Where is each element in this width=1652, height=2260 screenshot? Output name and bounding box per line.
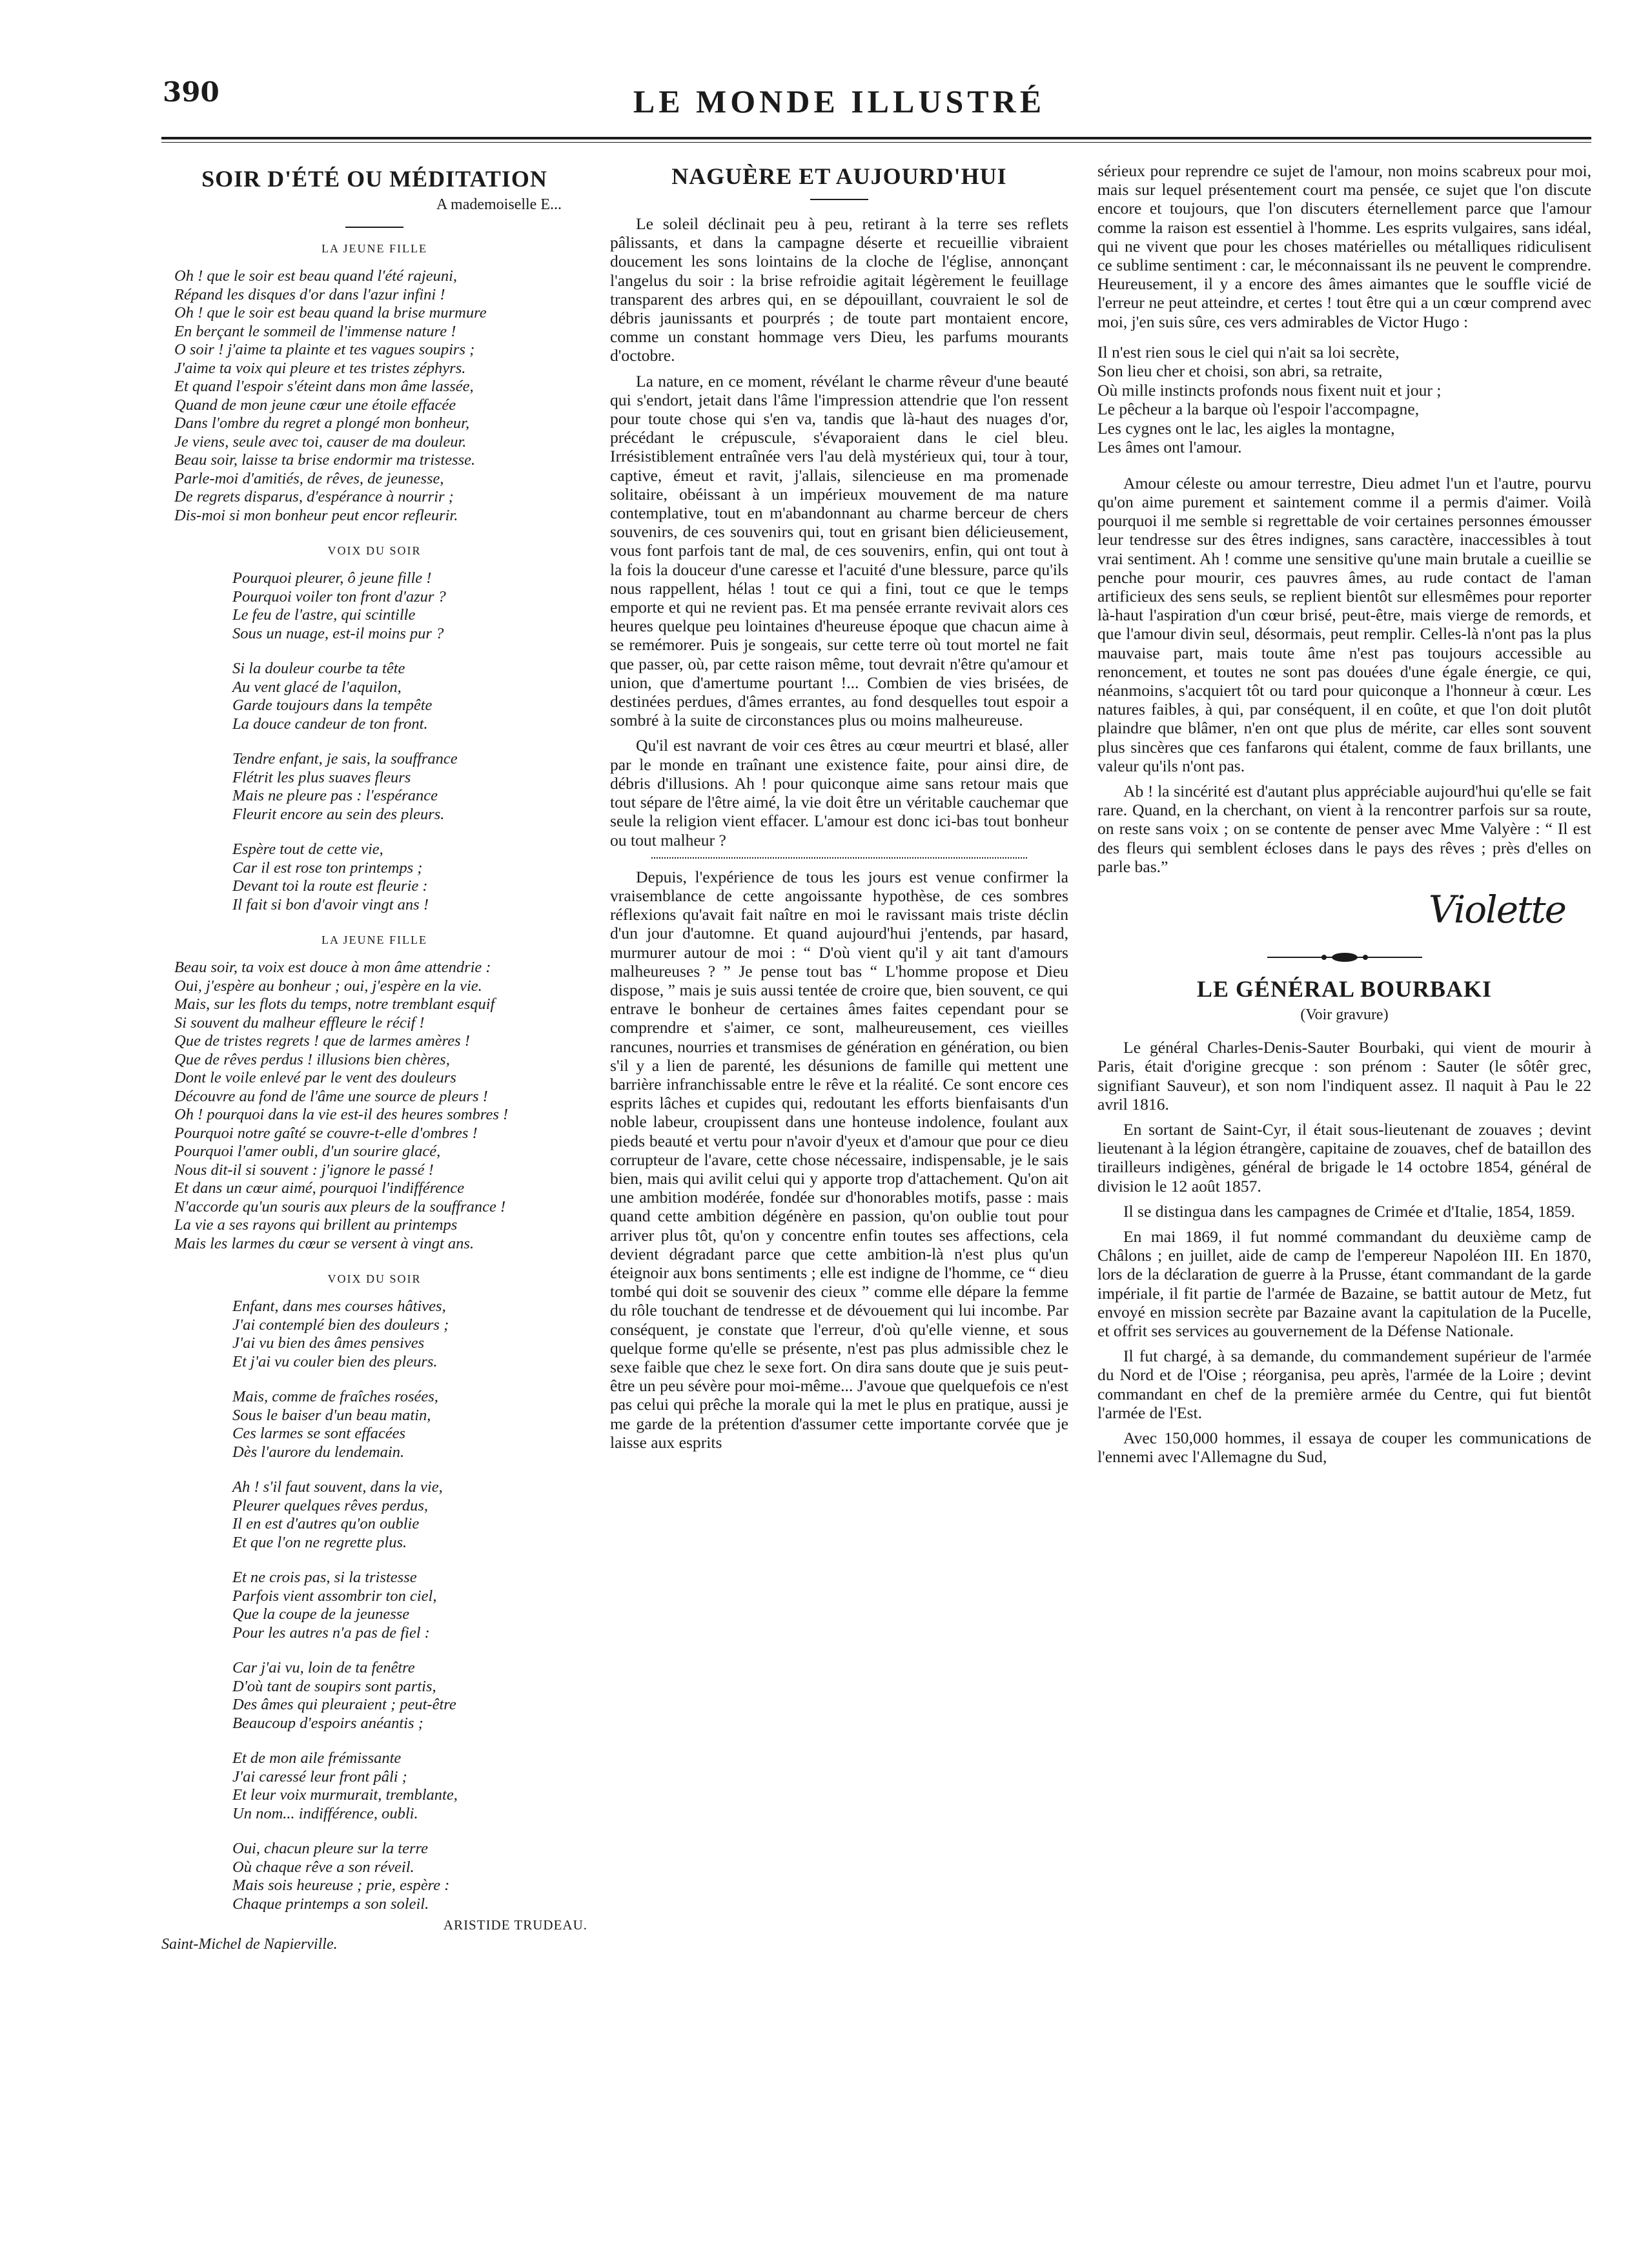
article-paragraph: En mai 1869, il fut nommé commandant du deuxième camp de Châlons ; en juillet, aide de camp de l'empereur Napoléon III. En 1870, lors de la déclaration de guerre à la Prusse, étant commandant de la garde impériale, il fit partie de l'armée de Bazaine, se battit autour de Metz, fut envoyé en mission secrète par Bazaine avant la capitulation de la Pucelle, et offrit ses services au gouvernement de la Défense Nationale. bbox=[1097, 1227, 1591, 1340]
verse-quote: Il n'est rien sous le ciel qui n'ait sa loi secrète, Son lieu cher et choisi, son abri, sa retraite, Où mille instincts profonds nous fixent nuit et jour ; Le pêcheur a la barque où l'espoir l'accompagne, Les cygnes ont le lac, les aigles la montagne, Les âmes ont l'amour. bbox=[1097, 342, 1442, 457]
stanza: Car j'ai vu, loin de ta fenêtre D'où tant de soupirs sont partis, Des âmes qui pleuraient ; peut-être Beaucoup d'espoirs anéantis ; bbox=[232, 1659, 456, 1732]
header-rule-thin bbox=[161, 142, 1591, 143]
stanza: Oh ! que le soir est beau quand l'été rajeuni, Répand les disques d'or dans l'azur infini ! Oh ! que le soir est beau quand la brise murmure En berçant le sommeil de l'immense nature ! O soir ! j'aime ta plainte et tes vagues soupirs ; J'aime ta voix qui pleure et tes tristes zéphyrs. Et quand l'espoir s'éteint dans mon âme lassée, Quand de mon jeune cœur une étoile effacée Dans l'ombre du regret a plongé mon bonheur, Je viens, seule avec toi, causer de ma douleur. Beau soir, laisse ta brise endormir ma tristesse. Parle-moi d'amitiés, de rêves, de jeunesse, De regrets disparus, d'espérance à nourrir ; Dis-moi si mon bonheur peut encor refleurir. bbox=[174, 267, 487, 524]
article-paragraph: Avec 150,000 hommes, il essaya de couper les communications de l'ennemi avec l'Allemagne du Sud, bbox=[1097, 1428, 1591, 1467]
article-paragraph: Il fut chargé, à sa demande, du commandement supérieur de l'armée du Nord et de l'Oise ; réorganisa, peu après, l'armée de la Loire ; devint commandant en chef de la première armée du Centre, qui fut bientôt l'armée de l'Est. bbox=[1097, 1347, 1591, 1422]
stanza: Enfant, dans mes courses hâtives, J'ai contemplé bien des douleurs ; J'ai vu bien des âmes pensives Et j'ai vu couler bien des pleurs. bbox=[232, 1298, 449, 1370]
essay-paragraph: sérieux pour reprendre ce sujet de l'amour, non moins scabreux pour moi, mais sur lequel présentement court ma pensée, ce sujet que l'on discute encore et toujours, que l'on discuters éternellement parce que l'amour comme la raison est essentiel à l'homme. Les esprits vulgaires, sans idéal, qui ne vivent que pour les choses matérielles ou métalliques ridiculisent ce sublime sentiment : car, le méconnaissant ils ne peuvent le comprendre. Heureusement, il y a encore des âmes aimantes que le souffle vicié de l'erreur ne peut atteindre, et certes ! tout être qui a un cœur comprend avec moi, j'en suis sûre, ces vers admirables de Victor Hugo : bbox=[1097, 161, 1591, 331]
speaker-label: LA JEUNE FILLE bbox=[321, 242, 427, 255]
stanza: Et ne crois pas, si la tristesse Parfois vient assombrir ton ciel, Que la coupe de la jeunesse Pour les autres n'a pas de fiel : bbox=[232, 1569, 437, 1642]
essay-paragraph: Qu'il est navrant de voir ces êtres au cœur meurtri et blasé, aller par le monde en traînant une existence faite, pour ainsi dire, de débris d'illusions. Ah ! pour quiconque aime sans retour mais que tout sépare de l'être aimé, la vie doit être un véritable cauchemar que seule la religion vient effacer. L'amour est donc ici-bas tout bonheur ou tout malheur ? bbox=[610, 736, 1068, 850]
header-rule bbox=[161, 137, 1591, 139]
article-paragraph: Le général Charles-Denis-Sauter Bourbaki, qui vient de mourir à Paris, était d'origine grecque : son prénom : Sauter (le sôtêr grec, signifiant Sauveur), et son nom l'indiquent assez. Il naquit à Pau le 22 avril 1816. bbox=[1097, 1038, 1591, 1114]
speaker-label: VOIX DU SOIR bbox=[327, 1272, 422, 1285]
article-paragraph: Il se distingua dans les campagnes de Crimée et d'Italie, 1854, 1859. bbox=[1123, 1201, 1575, 1221]
divider bbox=[810, 199, 868, 200]
poem-dedication: A mademoiselle E... bbox=[436, 196, 562, 213]
page-number: 390 bbox=[163, 76, 219, 108]
essay-column bbox=[610, 150, 1068, 1458]
stanza: Si la douleur courbe ta tête Au vent glacé de l'aquilon, Garde toujours dans la tempête La douce candeur de ton front. bbox=[232, 660, 433, 733]
stanza: Et de mon aile frémissante J'ai caressé leur front pâli ; Et leur voix murmurait, tremblante, Un nom... indifférence, oubli. bbox=[232, 1749, 458, 1822]
stanza: Beau soir, ta voix est douce à mon âme attendrie : Oui, j'espère au bonheur ; oui, j'espère en la vie. Mais, sur les flots du temps, notre tremblant esquif Si souvent du malheur effleure le récif ! Que de tristes regrets ! que de larmes amères ! Que de rêves perdus ! illusions bien chères, Dont le voile enlevé par le vent des douleurs Découvre au fond de l'âme une source de pleurs ! Oh ! pourquoi dans la vie est-il des heures sombres ! Pourquoi notre gaîté se couvre-t-elle d'ombres ! Pourquoi l'amer oubli, d'un sourire glacé, Nous dit-il si souvent : j'ignore le passé ! Et dans un cœur aimé, pourquoi l'indifférence N'accorde qu'un souris aux pleurs de la souffrance ! La vie a ses rayons qui brillent au printemps Mais les larmes du cœur se versent à vingt ans. bbox=[174, 959, 509, 1252]
essay-paragraph: Le soleil déclinait peu à peu, retirant à la terre ses reflets pâlissants, et dans la campagne déserte et recueillie vibraient doucement les sons lointains de la cloche de l'église, annonçant l'angelus du soir : la brise refroidie agitait légèrement le feuillage transparent des arbres qui, en se dépouillant, couvraient le sol de débris jaunissants et pourprés ; de toute part montaient encore, comme un constant hommage vers Dieu, les parfums mourants d'octobre. bbox=[610, 214, 1068, 365]
stanza: Pourquoi pleurer, ô jeune fille ! Pourquoi voiler ton front d'azur ? Le feu de l'astre, qui scintille Sous un nuage, est-il moins pur ? bbox=[232, 569, 446, 642]
poem-place: Saint-Michel de Napierville. bbox=[161, 1936, 338, 1953]
poem-author: ARISTIDE TRUDEAU. bbox=[443, 1917, 587, 1933]
essay-title: NAGUÈRE ET AUJOURD'HUI bbox=[671, 163, 1007, 189]
essay-paragraph: Depuis, l'expérience de tous les jours est venue confirmer la vraisemblance de cette angoissante hypothèse, de ces sombres réflexions qu'avait fait naître en moi le ravissant mais triste déclin d'un jour d'automne. Et quand aujourd'hui j'entends, par hasard, murmurer autour de moi : “ D'où vient qu'il y ait tant d'amours malheureuses ? ” Je pense tout bas “ L'homme propose et Dieu dispose, ” mais je suis aussi tentée de croire que, bien souvent, ce qui entrave le bonheur de certaines âmes faites cependant pour se comprendre et s'aimer, ce sont, malheureusement, ces vieilles rancunes, nourries et transmises de génération en génération, ou bien s'il y a lien de parenté, les désunions de famille qui mettent une barrière infranchissable entre le rêve et la réalité. Ce sont encore ces esprits lâches et cupides qui, redoutant les efforts bienfaisants d'un noble labeur, croupissent dans une honteuse indolence, foulant aux pieds beauté et vertu pour n'avoir d'yeux et d'amour que pour ce dieu corrupteur de l'avare, cette chose nécessaire, indispensable, je le sais bien, mais qui avilit celui qui y apporte trop d'attachement. Qu'on ait une ambition modérée, fondée sur d'honorables motifs, passe : mais quand cette ambition dégénère en passion, qu'on oublie tout pour arriver plus tôt, qu'on y concentre enfin toutes ses affections, cela devient dégradant parce que cette ambition-là n'est plus qu'un éteignoir aux bons sentiments ; elle est indigne de l'homme, ce “ dieu tombé qui doit se souvenir des cieux ” comme elle dépare la femme du rôle touchant de tendresse et de dévouement qui lui incombe. Par conséquent, je constate que l'erreur, d'où qu'elle vienne, et sous quelque forme qu'elle se présente, n'est pas plus admissible chez le sexe faible que chez le sexe fort. On dira sans doute que je suis peut-être un peu sévère pour moi-même... J'avoue que quelquefois ce n'est pas celui qui prêche la morale qui la met le plus en pratique, aussi je me garde de la prétention d'assumer cette importante corvée que je laisse aux esprits bbox=[610, 867, 1068, 1452]
stanza: Ah ! s'il faut souvent, dans la vie, Pleurer quelques rêves perdus, Il en est d'autres qu'on oublie Et que l'on ne regrette plus. bbox=[232, 1478, 443, 1551]
stanza: Tendre enfant, je sais, la souffrance Flétrit les plus suaves fleurs Mais ne pleure pas : l'espérance Fleurit encore au sein des pleurs. bbox=[232, 750, 458, 823]
poem-title: SOIR D'ÉTÉ OU MÉDITATION bbox=[201, 166, 547, 192]
poem-column bbox=[161, 150, 587, 1953]
divider bbox=[345, 227, 403, 228]
stanza: Oui, chacun pleure sur la terre Où chaque rêve a son réveil. Mais sois heureuse ; prie, espère : Chaque printemps a son soleil. bbox=[232, 1840, 450, 1913]
speaker-label: LA JEUNE FILLE bbox=[321, 933, 427, 946]
article-paragraph: En sortant de Saint-Cyr, il était sous-lieutenant de zouaves ; devint lieutenant à la légion étrangère, capitaine de zouaves, chef de bataillon des tirailleurs indigènes, général de brigade le 14 octobre 1854, général de division le 12 août 1857. bbox=[1097, 1119, 1591, 1196]
essay-paragraph: Amour céleste ou amour terrestre, Dieu admet l'un et l'autre, pourvu qu'on aime purement et saintement comme il a permis d'aimer. Voilà pourquoi il me semble si regrettable de voir certaines personnes émousser leur tendresse sur des êtres indignes, sans caractère, inaccessibles à tout vrai sentiment. Ah ! comme une sensitive qu'une main brutale a cueillie se penche pour mourir, ces pauvres âmes, au rude contact de l'aman artificieux des sens seuls, se replient bientôt sur ellesmêmes pour reporter là-haut l'aspiration d'un cœur brisé, peut-être, mais vierge de remords, et que l'amour divin seul, désormais, peut remplir. Celles-là n'ont pas la plus mauvaise part, mais toute âme n'est pas toujours accessible au renoncement, et toutes ne sont pas douées d'une égale énergie, ce qui, néanmoins, s'acquiert tôt ou tard pour quiconque a l'honneur à cœur. Les natures faibles, à qui, par conséquent, il en coûte, et que l'on doit plutôt plaindre que blâmer, n'en ont que plus de mérite, car elles sont souvent plus sincères que ces fanfarons qui étalent, comme de faux brillants, une valeur qu'ils n'ont pas. bbox=[1097, 473, 1591, 775]
publication-title: LE MONDE ILLUSTRÉ bbox=[633, 83, 1046, 119]
stanza: Espère tout de cette vie, Car il est rose ton printemps ; Devant toi la route est fleurie : Il fait si bon d'avoir vingt ans ! bbox=[232, 840, 429, 913]
stanza: Mais, comme de fraîches rosées, Sous le baiser d'un beau matin, Ces larmes se sont effacées Dès l'aurore du lendemain. bbox=[232, 1388, 438, 1461]
speaker-label: VOIX DU SOIR bbox=[327, 544, 422, 557]
ornament-divider bbox=[1267, 951, 1422, 964]
dotted-divider bbox=[651, 857, 1027, 859]
essay-paragraph: Ab ! la sincérité est d'autant plus appréciable aujourd'hui qu'elle se fait rare. Quand, en la cherchant, on vient à la rencontrer parfois sur sa route, on reste sans voix ; on se contente de penser avec Mme Valyère : “ Il est des fleurs qui semblent écloses dans le pays des rêves ; près d'elles on parle bas.” bbox=[1097, 782, 1591, 876]
essay-article-column bbox=[1097, 161, 1591, 1472]
signature: Violette bbox=[1428, 888, 1565, 932]
article-subtitle: (Voir gravure) bbox=[1300, 1006, 1389, 1024]
essay-paragraph: La nature, en ce moment, révélant le charme rêveur d'une beauté qui s'endort, jetait dans l'âme l'impression attendrie que l'on ressent pour toute chose qui s'en va, tandis que là-haut des nuages d'or, précédant le crépuscule, s'évaporaient dans le ciel bleu. Irrésistiblement entraînée vers l'au delà mystérieux qui, tour à tour, captive, émeut et ravit, j'allais, silencieuse en ma promenade solitaire, obéissant à un impérieux mouvement de ma nature contemplative, tout en m'abandonnant au charme berceur de chers souvenirs, de ces souvenirs qui, tout en grisant bien délicieusement, vous font parfois tant de mal, de ces souvenirs, enfin, qui ont tout à la fois la douceur d'une caresse et l'acuité d'une blessure, parce qu'ils nous rappellent, hélas ! tout ce qui a fini, tout ce que le temps emporte et qui ne revient pas. Et ma pensée errante revivait alors ces heures quelque peu lointaines d'heureuse époque que chacun aime à se remémorer. Puis je songeais, sur cette terre où tout mortel ne fait que passer, où, par cette raison même, tout devrait n'être qu'amour et union, que d'amertume pourtant !... Combien de vies brisées, de destinées perdues, d'âmes errantes, au fond desquelles tout espoir a sombré à la suite de circonstances plus ou moins malheureuse. bbox=[610, 371, 1068, 730]
article-title: LE GÉNÉRAL BOURBAKI bbox=[1196, 976, 1493, 1003]
